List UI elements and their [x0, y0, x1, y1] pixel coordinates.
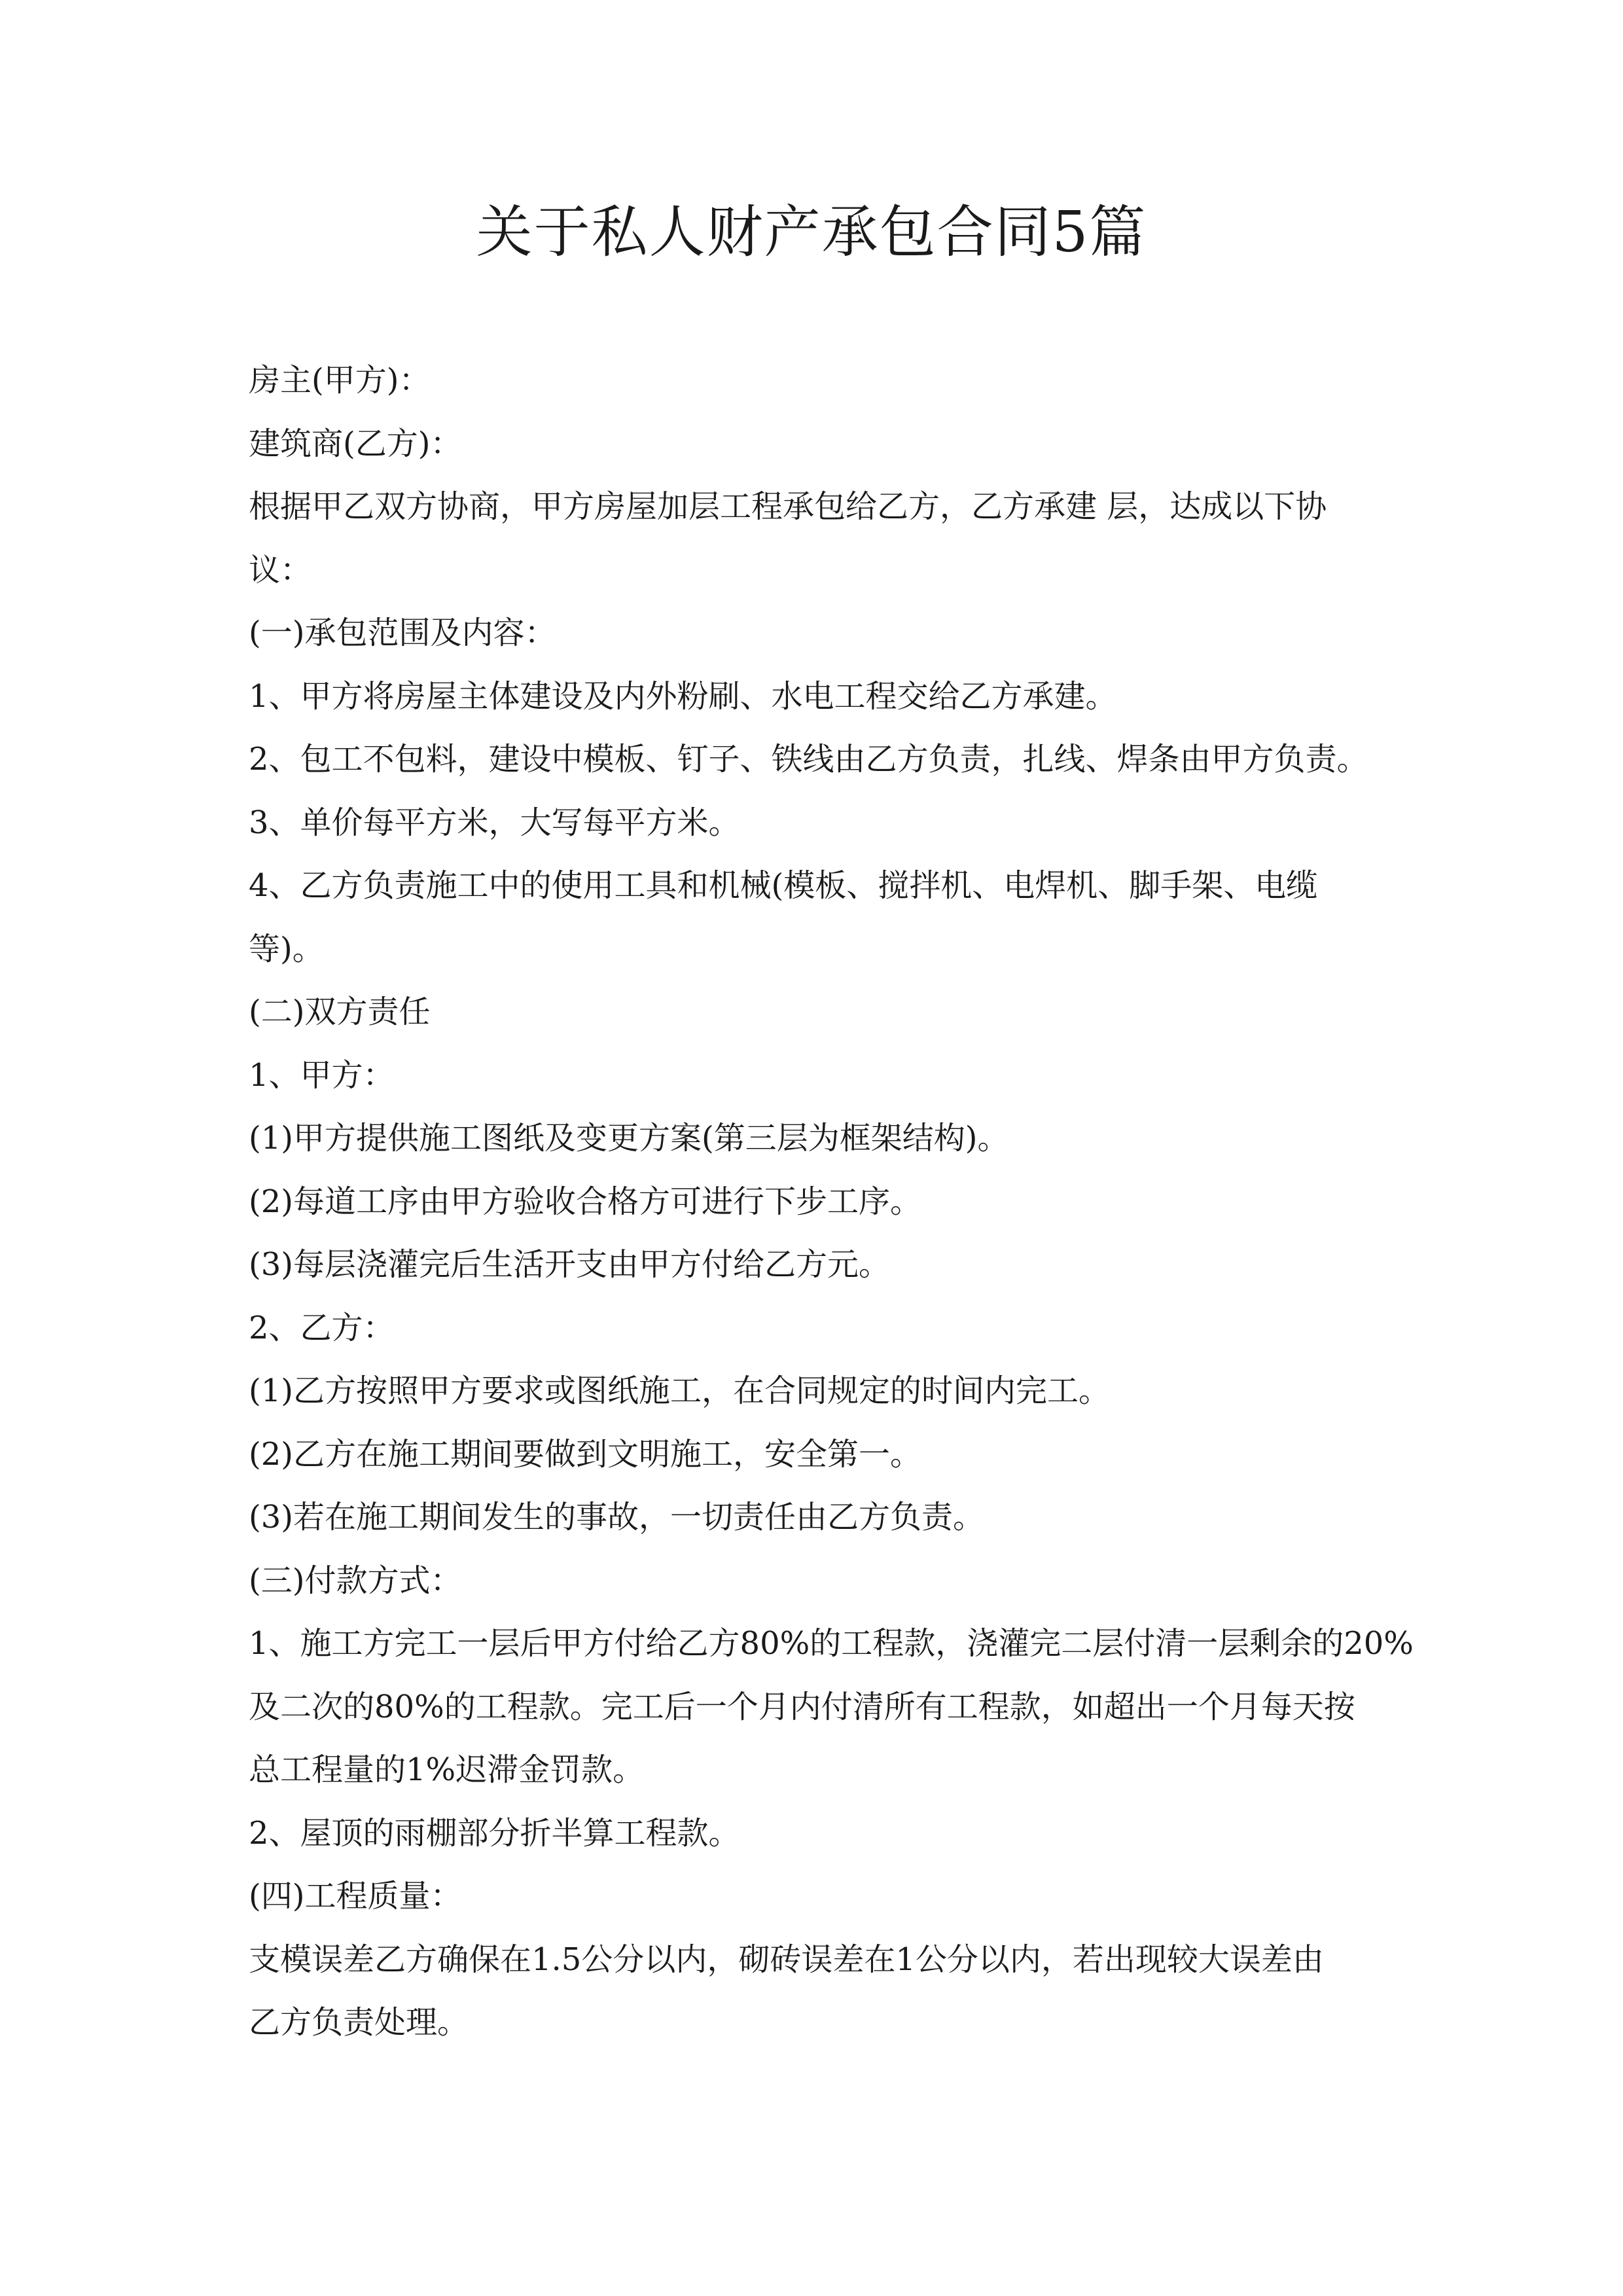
- text-line: 1、施工方完工一层后甲方付给乙方80%的工程款，浇灌完二层付清一层剩余的20%: [249, 1625, 1414, 1662]
- section-heading: (四)工程质量：: [249, 1878, 462, 1914]
- text-line: (1)乙方按照甲方要求或图纸施工，在合同规定的时间内完工。: [249, 1372, 1110, 1409]
- text-line: 等)。: [249, 930, 324, 967]
- text-line: (2)每道工序由甲方验收合格方可进行下步工序。: [249, 1183, 921, 1220]
- text-line: 总工程量的1%迟滞金罚款。: [249, 1751, 645, 1788]
- text-line: (3)每层浇灌完后生活开支由甲方付给乙方元。: [249, 1246, 890, 1283]
- text-line: (3)若在施工期间发生的事故，一切责任由乙方负责。: [249, 1499, 984, 1535]
- text-line: 1、甲方将房屋主体建设及内外粉刷、水电工程交给乙方承建。: [249, 677, 1117, 715]
- section-heading: (一)承包范围及内容：: [249, 615, 556, 651]
- text-line: 1、甲方：: [249, 1056, 395, 1094]
- section-heading: (三)付款方式：: [249, 1562, 462, 1599]
- text-line: 2、乙方：: [249, 1309, 395, 1346]
- text-line: (1)甲方提供施工图纸及变更方案(第三层为框架结构)。: [249, 1120, 1009, 1157]
- text-line: 2、屋顶的雨棚部分折半算工程款。: [249, 1814, 740, 1852]
- text-line: 根据甲乙双方协商，甲方房屋加层工程承包给乙方，乙方承建 层，达成以下协: [249, 488, 1327, 525]
- section-heading: (二)双方责任: [249, 994, 431, 1030]
- text-line: 及二次的80%的工程款。完工后一个月内付清所有工程款，如超出一个月每天按: [249, 1688, 1355, 1725]
- text-line: 议：: [249, 551, 312, 588]
- text-line: 房主(甲方)：: [249, 362, 431, 399]
- text-line: 乙方负责处理。: [249, 2004, 469, 2041]
- text-line: (2)乙方在施工期间要做到文明施工，安全第一。: [249, 1435, 921, 1473]
- text-line: 建筑商(乙方)：: [249, 425, 462, 462]
- document-body: [249, 349, 1414, 2054]
- text-line: 支模误差乙方确保在1.5公分以内，砌砖误差在1公分以内，若出现较大误差由: [249, 1941, 1324, 1978]
- text-line: 2、包工不包料，建设中模板、钉子、铁线由乙方负责，扎线、焊条由甲方负责。: [249, 741, 1368, 778]
- text-line: 3、单价每平方米，大写每平方米。: [249, 804, 740, 841]
- text-line: 4、乙方负责施工中的使用工具和机械(模板、搅拌机、电焊机、脚手架、电缆: [249, 867, 1318, 904]
- document-title: 关于私人财产承包合同5篇: [476, 200, 1147, 265]
